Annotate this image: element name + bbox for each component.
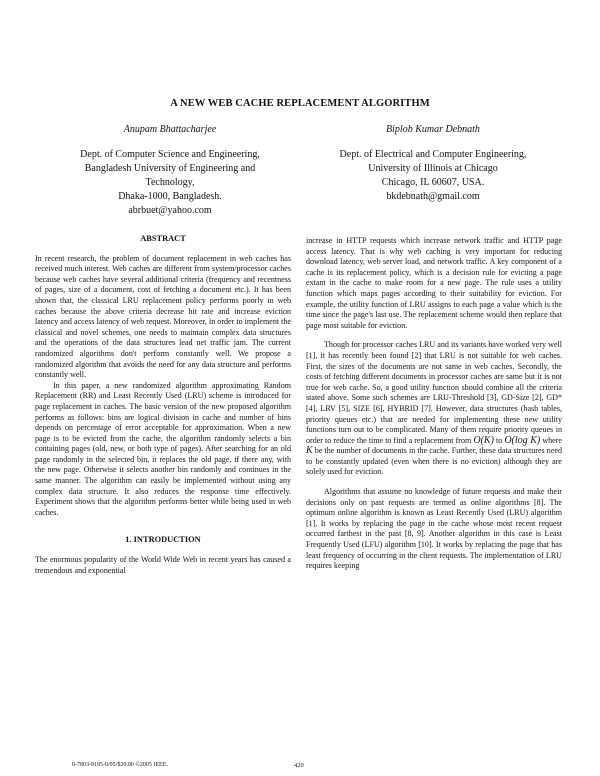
affiliation-line: Bangladesh University of Engineering and [84,163,256,174]
math-k: K [306,445,313,457]
introduction-heading: 1. INTRODUCTION [125,535,201,545]
abstract-paragraph-2: In this paper, a new randomized algorithm approximating Random Replacement (RR) and Least Recently Used (LRU) scheme is introduced for page replacement in caches. The basic version of the new proposed algorithm performs as follows: bins are logical division in cache and number of bins depends on percentage of error acceptable for approximation. When a new page is to be evicted from the cache, the algorithm randomly selects a bin containing pages (old, new, or both type of pages). After searching for an old page randomly in the selected bin, it replaces the old page, if there any, with the new page. Otherwise it selects another bin randomly and continues in the same manner. The algorithm can easily be implemented without using any complex data structure. It also reduces the response time effectively. Experiment shows that the algorithm performs better while being used in web caches. [35,380,291,517]
math-big-o-log-k: O(log K) [504,434,541,446]
left-column [35,234,291,576]
body-paragraph-1: increase in HTTP requests which increase network traffic and HTTP page access latency. That is why web caching is very important for reducing download latency, web server load, and network traffic. A key component of a cache is its replacement policy, which is a decision rule for evicting a page extant in the cache to make room for a new page. The rule uses a utility function which maps pages according to their suitability for eviction. For example, the utility function of LRU assigns to each page a value which is the time since the page's last use. The replacement scheme would then replace that page most suitable for eviction. [306,236,562,330]
body-paragraph-2 [306,340,562,478]
affiliation-line: Dept. of Electrical and Computer Engineering, [339,149,527,160]
author-name-2: Biplob Kumar Debnath [386,124,480,135]
author-name-1: Anupam Bhattacharjee [123,124,217,135]
affiliation-line: Dhaka-1000, Bangladesh. [118,191,222,202]
body-paragraph-3: Algorithms that assume no knowledge of future requests and make their decisions only on past requests are termed as online algorithms [8]. The optimum online algorithm is known as Least Recently Used (LRU) algorithm [1]. It works by replacing the page in the cache whose most recent request occurred farthest in the past [8, 9]. Another algorithm in this case is Least Frequently Used (LFU) algorithm [10]. It works by replacing the page that has least frequency of occurring in the client requests. The implementation of LRU requires keeping [306,487,562,571]
affiliation-line: University of Illinois at Chicago [368,163,498,174]
author-block-1 [35,124,305,218]
copyright-footer: 0-7803-9195-0/05/$20.00 ©2005 IEEE. [72,762,168,768]
author-email-2: bkdebnath@gmail.com [386,191,480,202]
word-to: to [495,435,503,445]
abstract-paragraph-1: In recent research, the problem of document replacement in web caches has received much interest. Web caches are different from system/processor caches because web caches have several additional criteria (frequency and recentness of pages, size of a document, cost of fetching a document etc.). It has been shown that, the classical LRU replacement policy performs poorly in web caches because the above criteria decrease hit rate and increase eviction latency and access latency of web request. Moreover, in order to implement the classical and novel schemes, one needs to maintain complex data structures and the operations of the data structures lead net traffic jam. The current randomized algorithms don't perform constantly well. We propose a randomized algorithm that avoids the need for any data structure and performs constantly well. [35,253,291,380]
math-big-o-k: O(K) [473,434,494,446]
affiliation-line: Dept. of Computer Science and Engineering, [80,149,260,160]
author-email-1: abrbuet@yahoo.com [128,205,212,216]
author-block-2 [298,124,568,204]
abstract-heading: ABSTRACT [140,234,186,243]
page-number: 420 [294,762,304,769]
word-where: where [542,435,562,445]
body-paragraph-2-text-a: Though for processor caches LRU and its variants have worked very well [1], it has recently been found [2] that LRU is not suitable for web caches. First, the sizes of the documents are not same in web caches. Secondly, the costs of fetching different documents in processor caches are same but it is not true for web cache. So, a good utility function should combine all the criteria stated above. Some such schemes are LRU-Threshold [3], GD-Size [2], GD*[4], LRV [5], SIZE [6], HYBRID [7]. However, data structures (hash tables, priority queues etc.) that are needed for implementing these new utility functions turn out to be complicated. Many of them require priority queues in order to reduce the time to find a replacement from [306,340,562,445]
affiliation-line: Technology, [145,177,195,188]
introduction-paragraph-1: The enormous popularity of the World Wide Web in recent years has caused a tremendous and exponential [35,555,291,575]
affiliation-line: Chicago, IL 60607, USA. [381,177,485,188]
body-paragraph-2-text-b: be the number of documents in the cache. Further, these data structures need to be constantly updated (even when there is no eviction) although they are solely used for eviction. [306,446,562,477]
paper-title: A NEW WEB CACHE REPLACEMENT ALGORITHM [170,98,430,109]
right-column [306,236,562,572]
